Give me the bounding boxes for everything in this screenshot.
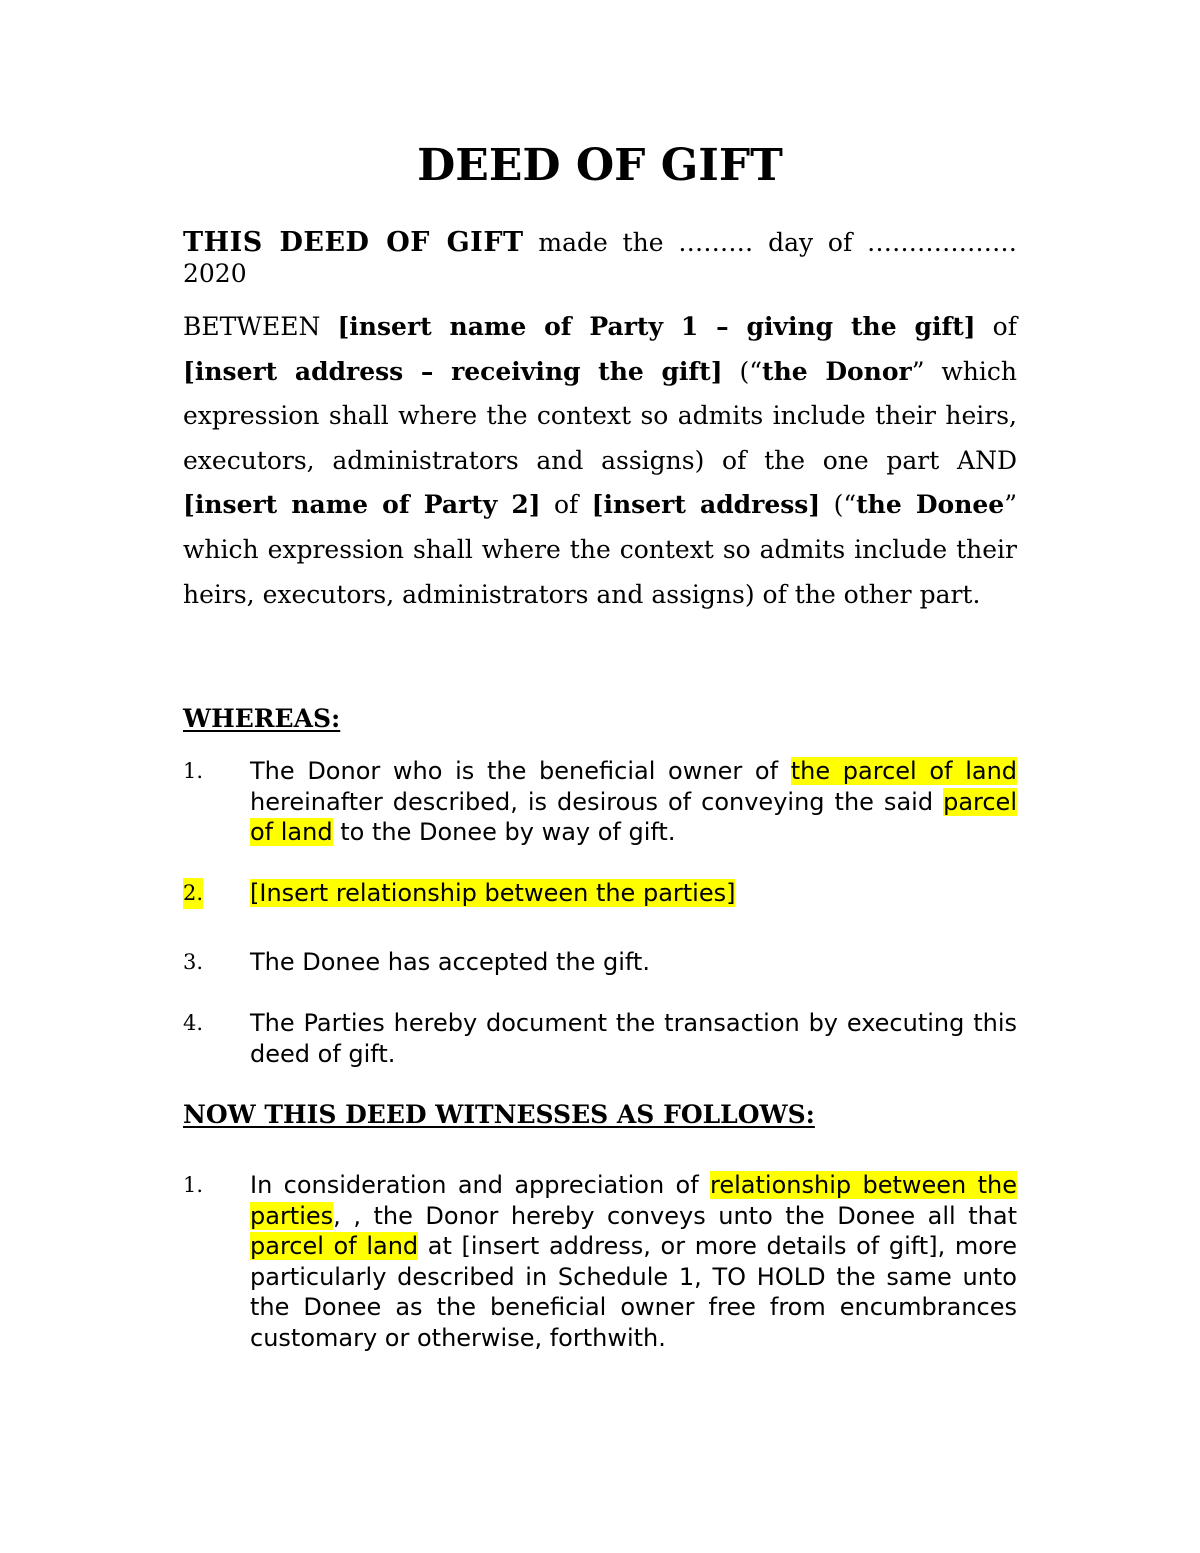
text-run: , , the Donor hereby conveys unto the Donee all that (333, 1201, 1017, 1230)
intro-year: 2020 (183, 259, 247, 288)
list-number: 1. (183, 1173, 204, 1197)
document-title: DEED OF GIFT (417, 140, 783, 191)
text-run: to the Donee by way of gift. (332, 818, 676, 846)
intro-date-line (183, 226, 1017, 259)
address1-placeholder: [insert address – receiving the gift] (183, 356, 723, 386)
list-item-text (250, 947, 1017, 978)
list-number: 3. (183, 950, 204, 974)
text-run: The Parties hereby document the transaction by executing this deed of gift. (250, 1009, 1017, 1068)
donee-term: the Donee (856, 490, 1005, 520)
whereas-item-4 (183, 1008, 1017, 1069)
text-run: The Donee has accepted the gift. (250, 948, 650, 976)
text-run: at [insert address, or more details of gift], more particularly described in Schedule 1, TO HOLD the same unto the Donee as the beneficial owner free from encumbrances customary or otherwise, forthwith. (250, 1232, 1017, 1352)
whereas-item-2 (183, 878, 1017, 909)
text-run: In consideration and appreciation of (250, 1171, 711, 1199)
witnesses-item-1 (183, 1170, 1017, 1353)
address2-placeholder: [insert address] (591, 490, 821, 520)
list-number: 4. (183, 1011, 204, 1035)
list-item-text (250, 878, 1017, 909)
highlighted-text: [Insert relationship between the parties] (250, 879, 736, 907)
whereas-heading: WHEREAS: (183, 704, 341, 733)
intro-section (183, 226, 1017, 617)
of-text-2: of (540, 490, 592, 520)
party1-placeholder: [insert name of Party 1 – giving the gift] (337, 312, 976, 341)
text-run: hereinafter described, is desirous of conveying the said (250, 787, 944, 816)
donor-term: the Donor (762, 356, 912, 386)
open-paren-1: (“ (722, 356, 763, 386)
intro-lead: THIS DEED OF GIFT (183, 227, 524, 258)
highlighted-text: relationship between the parties (250, 1171, 1017, 1230)
whereas-item-1 (183, 756, 1017, 848)
donee-clause: ” which expression shall where the context so admits include their heirs, executors, administrators and assigns) of the other part. (183, 490, 1017, 609)
parties-paragraph (183, 305, 1017, 617)
of-text-1: of (975, 312, 1017, 341)
highlighted-text: the parcel of land (790, 757, 1018, 785)
highlighted-text: parcel of land (250, 787, 1017, 846)
between-label: BETWEEN (183, 312, 338, 341)
whereas-item-3 (183, 947, 1017, 978)
list-item-text (250, 1170, 1017, 1353)
open-paren-2: (“ (820, 490, 857, 520)
list-number: 2. (183, 878, 203, 909)
list-item-text (250, 1008, 1017, 1069)
list-item-text (250, 756, 1017, 848)
witnesses-heading: NOW THIS DEED WITNESSES AS FOLLOWS: (183, 1100, 815, 1129)
highlighted-text: parcel of land (250, 1232, 419, 1260)
intro-made-text: made the ……… day of ……………… (523, 228, 1017, 257)
list-number: 1. (183, 759, 204, 783)
donor-clause: ” which expression shall where the context so admits include their heirs, executors, administrators and assigns) of the one part AND (183, 356, 1017, 475)
party2-placeholder: [insert name of Party 2] (183, 490, 541, 520)
text-run: The Donor who is the beneficial owner of (250, 757, 791, 785)
